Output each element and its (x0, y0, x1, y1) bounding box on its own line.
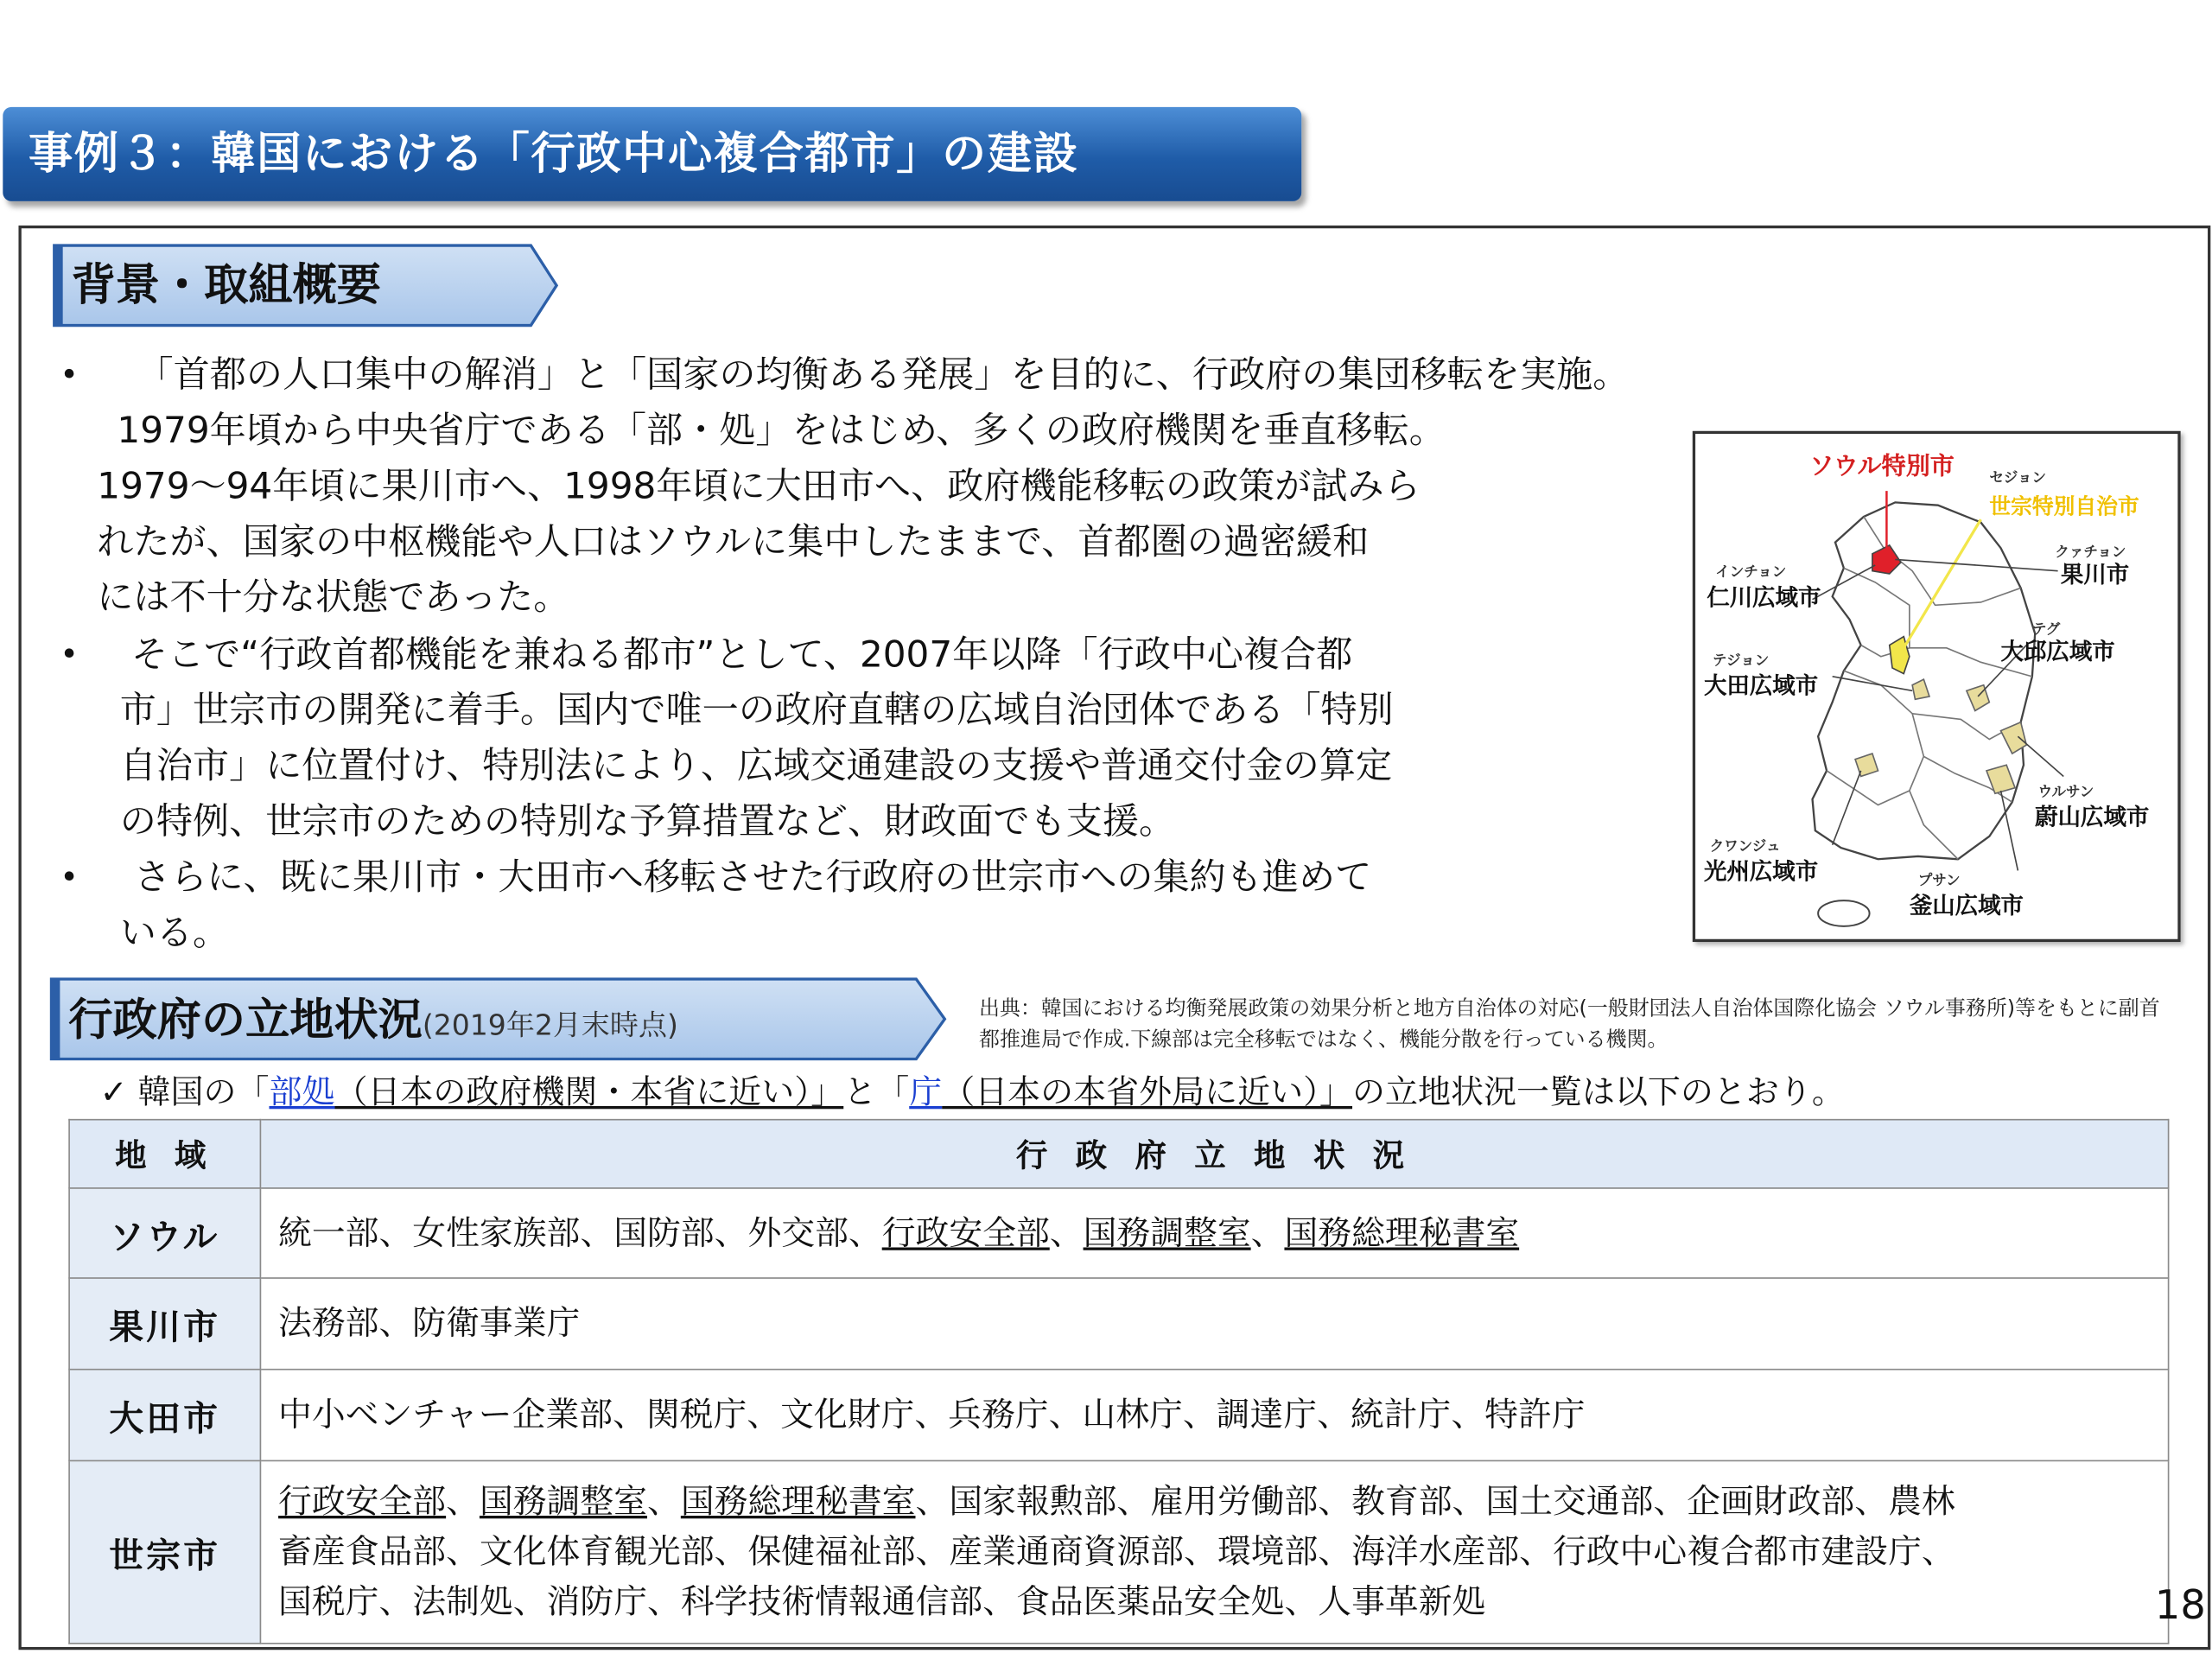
body-line: の特例、世宗市のための特別な予算措置など、財政面でも支援。 (119, 800, 1176, 844)
map-label-sejong: 世宗特別自治市 (1989, 493, 2139, 520)
agency-text: 国務調整室 (1083, 1212, 1251, 1253)
slide-title: 事例３：韓国における「行政中心複合都市」の建設 (3, 107, 1301, 201)
section-header-background (51, 243, 559, 328)
map-label-ulsan: 蔚山広域市 (2035, 803, 2150, 831)
body-line: には不十分な状態であった。 (97, 576, 570, 620)
agency-text: 、 (1250, 1212, 1285, 1253)
body-line: れたが、国家の中枢機能や人口はソウルに集中したままで、首都圏の過密緩和 (97, 520, 1370, 564)
table-row (69, 1278, 2169, 1370)
section-subtitle-date: (2019年2月末時点) (422, 1008, 678, 1042)
agency-text: 、国家報勲部、雇用労働部、教育部、国土交通部、企画財政部、農林 (915, 1481, 1955, 1522)
bullet: • (60, 358, 79, 394)
agency-text: 国務総理秘書室 (680, 1481, 916, 1522)
map-ruby-gwangju: クワンジュ (1709, 839, 1781, 855)
agency-text: 国務総理秘書室 (1284, 1212, 1520, 1253)
table-intro-note (100, 1067, 1845, 1118)
table-row (69, 1370, 2169, 1461)
map-label-busan: 釜山広域市 (1909, 892, 2024, 919)
table-row (69, 1460, 2169, 1643)
map-label-seoul: ソウル特別市 (1809, 452, 1955, 481)
agencies-cell: 法務部、防衛事業庁 (260, 1278, 2168, 1370)
agency-text: 、 (446, 1481, 480, 1522)
header-status: 行 政 府 立 地 状 況 (260, 1120, 2168, 1188)
body-line: 自治市」に位置付け、特別法により、広域交通建設の支援や普通交付金の算定 (119, 745, 1393, 788)
table-row (69, 1188, 2169, 1278)
agencies-cell: 中小ベンチャー企業部、関税庁、文化財庁、兵務庁、山林庁、調達庁、統計庁、特許庁 (260, 1370, 2168, 1461)
map-label-gwangju: 光州広域市 (1704, 857, 1819, 885)
check-icon: ✓ (99, 1074, 128, 1112)
agencies-cell (260, 1188, 2168, 1278)
map-ruby-incheon: インチョン (1715, 565, 1787, 582)
map-label-gwacheon: 果川市 (2060, 561, 2130, 588)
note-term-cho: 庁 (909, 1074, 943, 1112)
agency-text: 行政安全部 (278, 1481, 447, 1522)
section-title-location: 行政府の立地状況 (68, 995, 423, 1046)
body-line: そこで“行政首都機能を兼ねる都市”として、2007年以降「行政中心複合都 (130, 633, 1353, 677)
agency-text: 、 (1049, 1212, 1084, 1253)
section-title-background: 背景・取組概要 (71, 259, 381, 312)
map-ruby-sejong: セジョン (1989, 471, 2047, 487)
map-ruby-daegu: テグ (2031, 622, 2061, 639)
body-line: いる。 (119, 912, 230, 955)
region-cell: 果川市 (69, 1278, 260, 1370)
map-ruby-gwacheon: クァチョン (2055, 544, 2126, 562)
map-ruby-ulsan: ウルサン (2037, 785, 2094, 801)
location-table (68, 1119, 2169, 1644)
table-header-row (69, 1120, 2169, 1188)
agency-text: 統一部、女性家族部、国防部、外交部、 (278, 1212, 882, 1253)
body-line: さらに、既に果川市・大田市へ移転させた行政府の世宗市への集約も進めて (134, 855, 1372, 900)
note-term-bucho: 部処 (269, 1074, 335, 1112)
agency-text: 畜産食品部、文化体育観光部、保健福祉部、産業通商資源部、環境部、海洋水産部、行政中心複合都市建設庁、 (278, 1531, 1955, 1572)
note-text: （日本の政府機関・本省に近い）」 (334, 1074, 844, 1112)
jeju-island (1818, 900, 1869, 926)
agency-text: 行政安全部 (881, 1212, 1050, 1253)
note-text: 韓国の「 (137, 1074, 270, 1112)
region-cell: ソウル (69, 1188, 260, 1278)
note-text: と「 (843, 1074, 910, 1112)
source-note: 出典：韓国における均衡発展政策の効果分析と地方自治体の対応(一般財団法人自治体国際化協会 ソウル事務所)等をもとに副首都推進局で作成.下線部は完全移転ではなく、機能分散を行っている機関。 (978, 997, 2160, 1053)
agency-text: 国務調整室 (479, 1481, 648, 1522)
body-line: 1979～94年頃に果川市へ、1998年頃に大田市へ、政府機能移転の政策が試みら (97, 465, 1421, 508)
header-region: 地 域 (69, 1120, 260, 1188)
korea-map (1693, 431, 2181, 942)
section-header-location (48, 976, 948, 1062)
body-line: 「首都の人口集中の解消」と「国家の均衡ある発展」を目的に、行政府の集団移転を実施。 (137, 353, 1630, 398)
agency-text: 、 (647, 1481, 681, 1522)
agencies-cell (260, 1460, 2168, 1643)
map-label-incheon: 仁川広域市 (1707, 583, 1821, 611)
bullet: • (60, 860, 79, 897)
map-ruby-daejeon: テジョン (1712, 653, 1770, 670)
body-line: 市」世宗市の開発に着手。国内で唯一の政府直轄の広域自治団体である「特別 (119, 689, 1394, 733)
region-cell: 大田市 (69, 1370, 260, 1461)
map-ruby-busan: プサン (1917, 873, 1961, 889)
map-label-daegu: 大邱広域市 (2000, 638, 2115, 665)
page-number: 18 (2154, 1580, 2206, 1629)
body-line: 1979年頃から中央省庁である「部・処」をはじめ、多くの政府機関を垂直移転。 (117, 410, 1446, 453)
agency-text: 国税庁、法制処、消防庁、科学技術情報通信部、食品医薬品安全処、人事革新処 (278, 1580, 1486, 1622)
bullet: • (60, 638, 79, 674)
note-text: の立地状況一覧は以下のとおり。 (1352, 1074, 1845, 1112)
note-text: （日本の本省外局に近い）」 (942, 1074, 1353, 1112)
region-cell: 世宗市 (69, 1460, 260, 1643)
map-label-daejeon: 大田広域市 (1704, 671, 1819, 700)
